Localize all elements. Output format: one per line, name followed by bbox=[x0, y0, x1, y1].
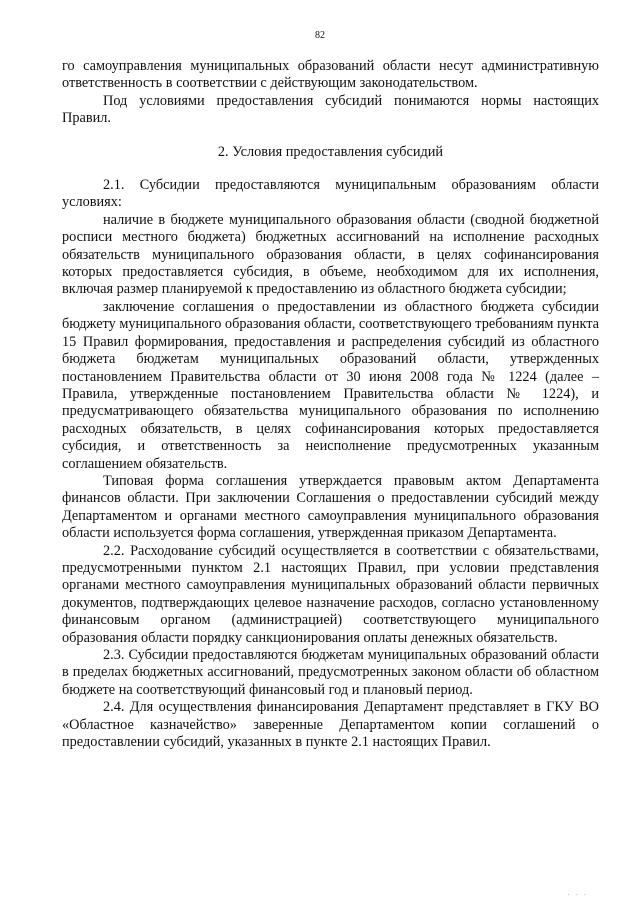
paragraph-2-2: 2.2. Расходование субсидий осуществляется в соответствии с обязательствами, предусмотренными пунктом 2.1 настоящих Правил, при условии представления органами местного самоуправления муниципальных образований области первичных документов, подтверждающих целевое назначение расходов, согласно установленному финансовым органом (администрацией) соответствующего муниципального образования области порядку санкционирования оплаты денежных обязательств. bbox=[62, 542, 599, 646]
paragraph-2-4: 2.4. Для осуществления финансирования Департамент представляет в ГКУ ВО «Областное казначейство» заверенные Департаментом копии соглашений о предоставлении субсидий, указанных в пункте 2.1 настоящих Правил. bbox=[62, 699, 599, 751]
section-heading: 2. Условия предоставления субсидий bbox=[217, 143, 444, 160]
paragraph-2-1: 2.1. Субсидии предоставляются муниципальным образованиям области условиях: bbox=[62, 177, 599, 211]
paragraph-agreement-conclusion: заключение соглашения о предоставлении из областного бюджета субсидии бюджету муниципального образования области, соответствующего требованиям пункта 15 Правил формирования, предоставления и распределения субсидий из областного бюджета бюджетам муниципальных образований области, утвержденных постановлением Правительства области от 30 июня 2008 года № 1224 (далее – Правила, утвержденные постановлением Правительства области № 1224), и предусматривающего обязательства муниципального образования по исполнению расходных обязательств, в целях софинансирования которых предоставляется субсидия, и ответственность за неисполнение предусмотренных указанным соглашением обязательств. bbox=[62, 298, 599, 472]
page-number: 82 bbox=[315, 30, 325, 41]
paragraph-2-3: 2.3. Субсидии предоставляются бюджетам муниципальных образований области в пределах бюджетных ассигнований, предусмотренных законом области об областном бюджете на соответствующий финансовый год и плановый период. bbox=[62, 647, 599, 698]
scan-mark: · · · bbox=[567, 891, 588, 899]
paragraph-continuation: го самоуправления муниципальных образований области несут административную ответственность в соответствии с действующим законодательством. bbox=[62, 58, 599, 92]
paragraph-standard-agreement-form: Типовая форма соглашения утверждается правовым актом Департамента финансов области. При заключении Соглашения о предоставлении субсидий между Департаментом и органами местного самоуправления муниципального образования области используется форма соглашения, утвержденная приказом Департамента. bbox=[62, 472, 599, 542]
document-body bbox=[62, 58, 599, 751]
paragraph-budget-availability: наличие в бюджете муниципального образования области (сводной бюджетной росписи местного бюджета) бюджетных ассигнований на исполнение расходных обязательств муниципального образования области, в целях софинансирования которых предоставляется субсидия, в объеме, необходимом для их исполнения, включая размер планируемой к предоставлению из областного бюджета субсидии; bbox=[62, 211, 599, 298]
paragraph-subsidy-conditions-definition: Под условиями предоставления субсидий понимаются нормы настоящих Правил. bbox=[62, 92, 599, 127]
